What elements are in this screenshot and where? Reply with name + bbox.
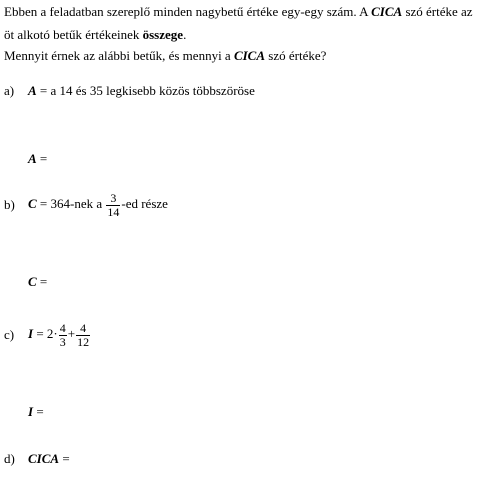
item-c-frac2-num: 4 <box>76 322 90 336</box>
item-b-answer-var: C <box>28 274 37 289</box>
item-c-fraction-1 <box>59 322 67 349</box>
item-b-frac-num: 3 <box>106 192 120 206</box>
intro-line-1-text-a: Ebben a feladatban szereplő minden nagybetű értéke egy-egy szám. A <box>4 4 372 19</box>
item-a-label: a) <box>4 83 15 98</box>
intro-cica-word: CICA <box>371 4 403 19</box>
item-a-answer-var: A <box>28 151 37 166</box>
item-b-text-before: = 364-nek a <box>36 196 106 211</box>
intro-line-2-text-a: öt alkotó betűk értékeinek <box>4 27 143 42</box>
item-d-expression <box>28 451 70 467</box>
item-b-answer <box>28 274 47 290</box>
item-c-text-before: = 2· <box>33 326 58 341</box>
item-c-answer <box>28 404 44 420</box>
item-a-var: A <box>28 83 37 98</box>
intro-line-1 <box>4 4 473 20</box>
intro-line-3-text-b: szó értéke? <box>265 48 327 63</box>
item-b-var: C <box>28 196 37 211</box>
item-b-text-after: -ed része <box>121 196 168 211</box>
intro-line-1-text-b: szó értéke az <box>402 4 473 19</box>
item-a-text: = a 14 és 35 legkisebb közös többszöröse <box>36 83 255 98</box>
intro-line-3 <box>4 48 326 64</box>
item-c-frac1-num: 4 <box>59 320 66 335</box>
item-c-plus: + <box>67 326 76 341</box>
item-b-fraction <box>106 192 120 219</box>
item-a-answer-eq: = <box>36 151 48 166</box>
item-b-label: b) <box>4 197 15 212</box>
item-c-fraction-2 <box>76 322 90 349</box>
item-d-text: = <box>59 451 70 466</box>
item-c-frac1-den: 3 <box>59 334 66 349</box>
intro-cica-word-2: CICA <box>233 48 266 63</box>
item-d-var: CICA <box>28 451 60 466</box>
item-c-expression <box>28 317 91 351</box>
item-b-answer-eq: = <box>36 274 48 289</box>
intro-line-3-text-a: Mennyit érnek az alábbi betűk, és mennyi a <box>4 48 234 63</box>
item-c-answer-var: I <box>28 404 34 419</box>
item-b-expression <box>28 187 168 221</box>
item-a-answer <box>28 151 47 167</box>
intro-line-2-text-b: . <box>183 27 187 42</box>
item-d-label: d) <box>4 451 15 466</box>
item-b-frac-den: 14 <box>107 204 120 219</box>
intro-bold-word: összege <box>142 27 184 42</box>
item-c-var: I <box>28 326 34 341</box>
intro-line-2 <box>4 27 186 43</box>
item-c-frac2-den: 12 <box>77 334 90 349</box>
item-c-label: c) <box>4 327 15 342</box>
item-c-answer-eq: = <box>33 404 44 419</box>
item-a-expression <box>28 83 255 99</box>
